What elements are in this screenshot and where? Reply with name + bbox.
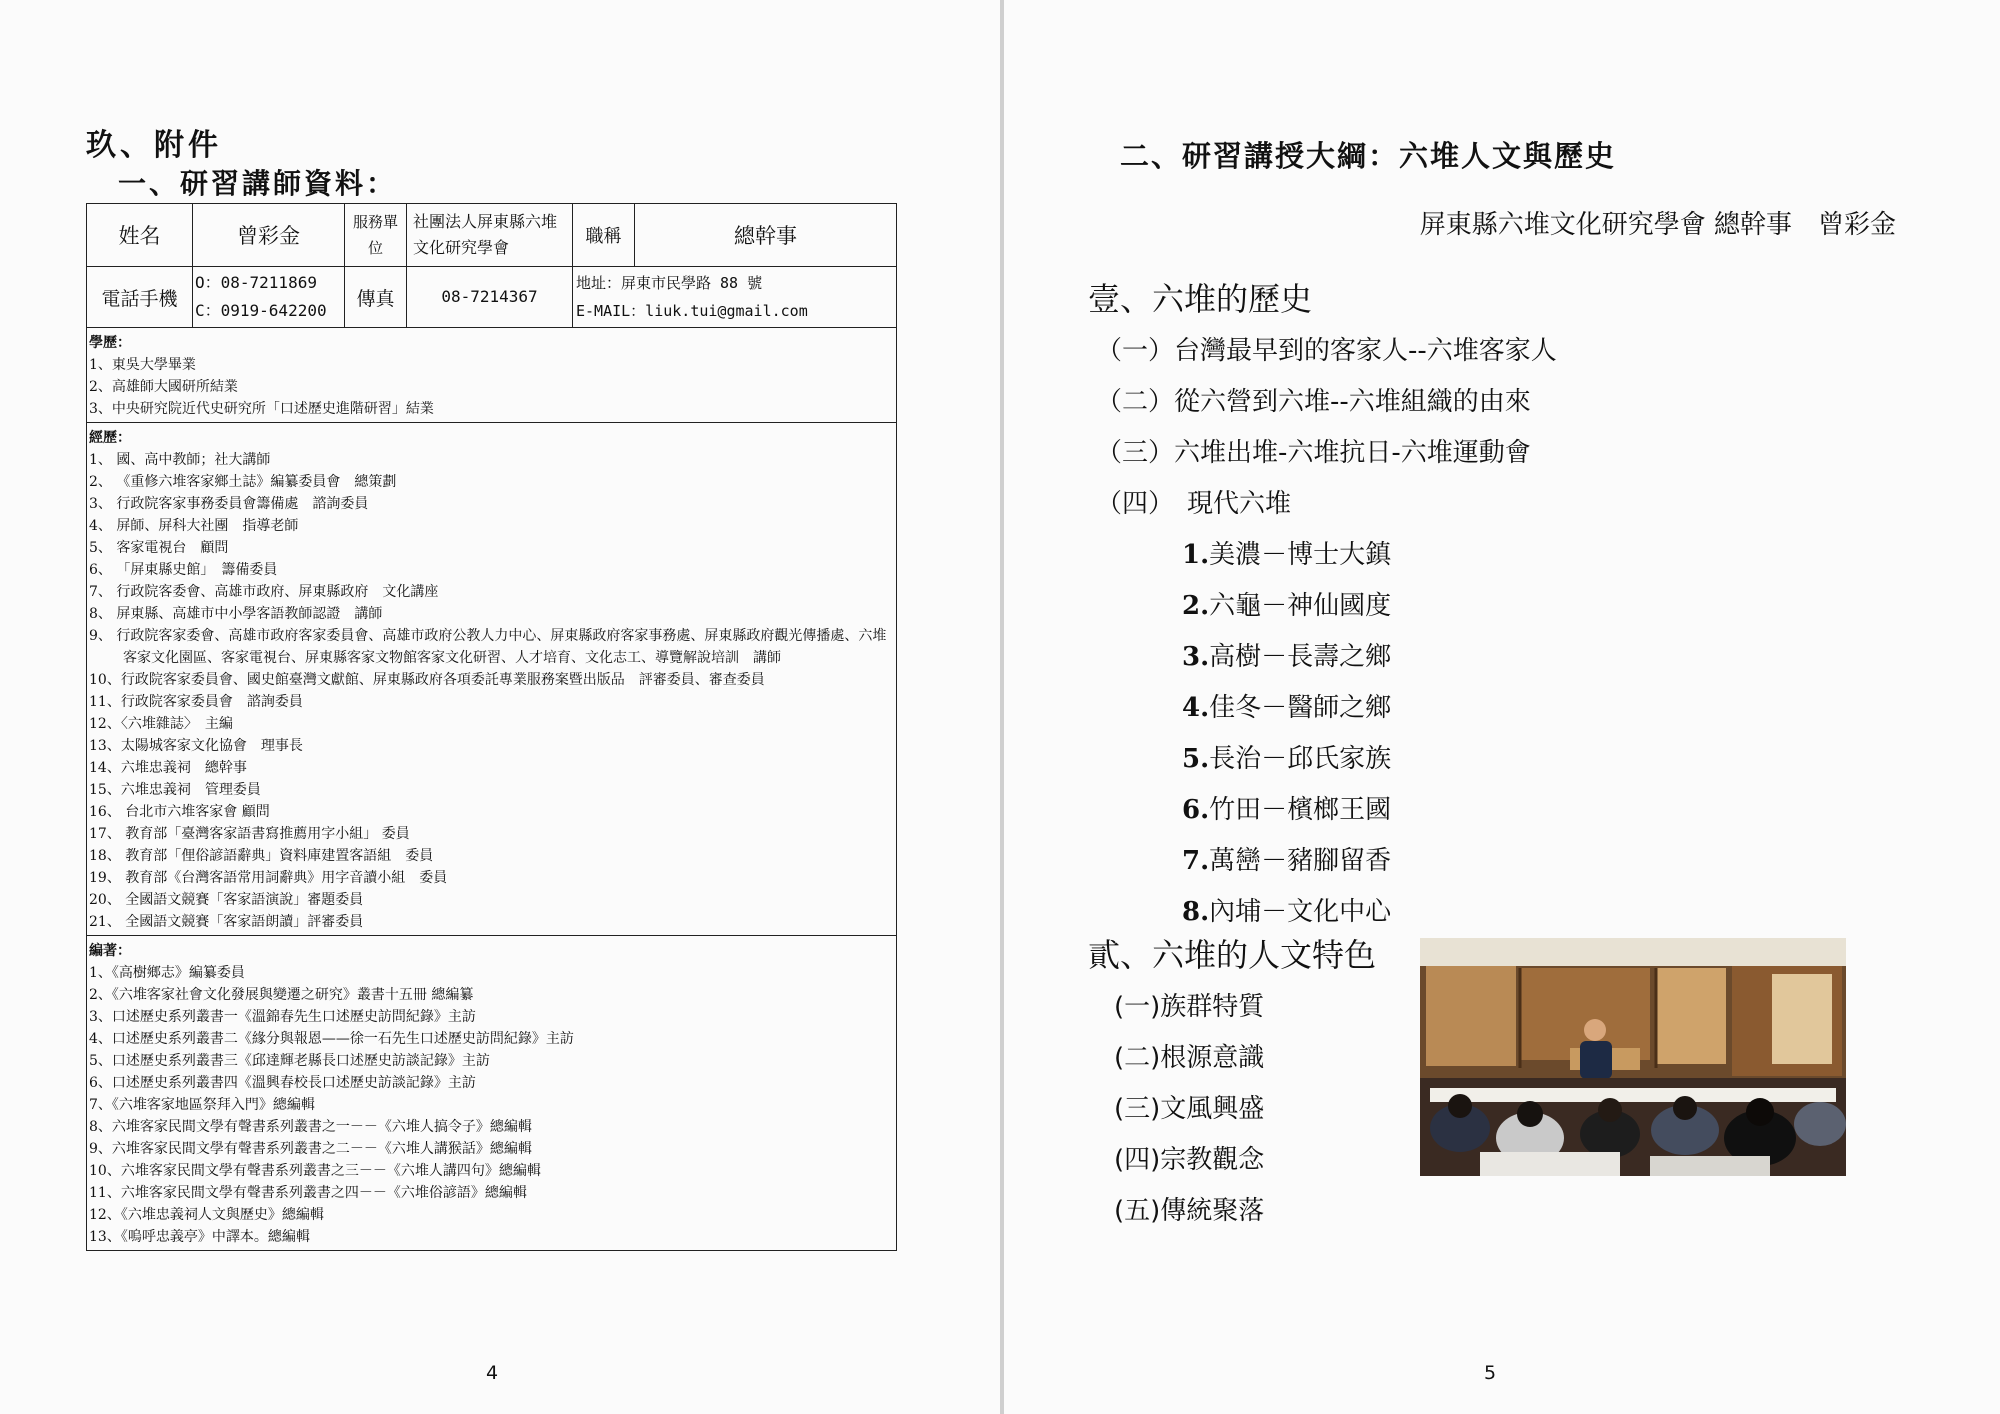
publication-item: 6、口述歷史系列叢書四《溫興春校長口述歷史訪談記錄》主訪	[89, 1075, 476, 1091]
experience-item: 20、 全國語文競賽「客家語演說」審題委員	[89, 892, 364, 908]
phone-cell: C：0919-642200	[195, 301, 327, 320]
publication-item: 3、口述歷史系列叢書一《溫錦春先生口述歷史訪問紀錄》主訪	[89, 1009, 476, 1025]
history-item: （二）從六營到六堆--六堆組織的由來	[1096, 387, 1531, 417]
experience-item: 13、太陽城客家文化協會 理事長	[89, 738, 303, 754]
town-description: 長治－邱氏家族	[1209, 744, 1392, 774]
name-label: 姓名	[87, 204, 193, 267]
phone-office: O：08-7211869	[195, 273, 317, 292]
town-description: 內埔－文化中心	[1209, 897, 1392, 927]
experience-item: 10、行政院客家委員會、國史館臺灣文獻館、屏東縣政府各項委託專業服務案暨出版品 評審委員、審查委員	[89, 672, 765, 688]
experience-item: 9、 行政院客家委會、高雄市政府客家委員會、高雄市政府公教人力中心、屏東縣政府客家事務處、屏東縣政府觀光傳播處、六堆客家文化園區、客家電視台、屏東縣客家文物館客家文化研習、人才培育、文化志工、導覽解說培訓 講師	[89, 628, 887, 666]
lecture-photo	[1420, 938, 1846, 1176]
section-title: 玖、附件	[86, 128, 222, 163]
town-number: 2.	[1182, 591, 1210, 621]
town-number: 4.	[1182, 693, 1210, 723]
history-item: （四） 現代六堆	[1096, 489, 1292, 519]
publication-item: 10、六堆客家民間文學有聲書系列叢書之三－－《六堆人講四句》總編輯	[89, 1163, 541, 1179]
experience-block	[87, 423, 897, 936]
publication-item: 9、六堆客家民間文學有聲書系列叢書之二－－《六堆人講猴話》總編輯	[89, 1141, 532, 1157]
lecturer-info-table	[86, 203, 897, 1251]
publication-item: 1、《高樹鄉志》編纂委員	[89, 965, 245, 981]
experience-item: 8、 屏東縣、高雄市中小學客語教師認證 講師	[89, 606, 383, 622]
name-value: 曾彩金	[193, 204, 345, 267]
experience-item: 17、 教育部「臺灣客家語書寫推薦用字小組」 委員	[89, 826, 410, 842]
author-line: 屏東縣六堆文化研究學會 總幹事 曾彩金	[1419, 210, 1896, 240]
fax-value: 08-7214367	[407, 267, 573, 328]
experience-item: 11、行政院客家委員會 諮詢委員	[89, 694, 303, 710]
town-description: 佳冬－醫師之鄉	[1209, 693, 1392, 723]
culture-item: (五)傳統聚落	[1114, 1196, 1265, 1226]
publication-item: 12、《六堆忠義祠人文與歷史》總編輯	[89, 1207, 324, 1223]
position-label: 職稱	[573, 204, 635, 267]
lecturer-info-title: 一、研習講師資料：	[118, 167, 398, 200]
experience-item: 3、 行政院客家事務委員會籌備處 諮詢委員	[89, 496, 369, 512]
publication-item: 13、《嗚呼忠義亭》中譯本。總編輯	[89, 1229, 310, 1245]
town-item	[1182, 738, 1391, 775]
experience-item: 19、 教育部《台灣客語常用詞辭典》用字音讀小組 委員	[89, 870, 448, 886]
culture-item: (三)文風興盛	[1114, 1094, 1265, 1124]
experience-item: 18、 教育部「俚俗諺語辭典」資料庫建置客語組 委員	[89, 848, 434, 864]
culture-item: (一)族群特質	[1114, 992, 1265, 1022]
town-item	[1182, 789, 1391, 826]
culture-item: (二)根源意識	[1114, 1043, 1265, 1073]
experience-item: 12、〈六堆雜誌〉 主編	[89, 716, 233, 732]
experience-item: 2、 《重修六堆客家鄉土誌》編纂委員會 總策劃	[89, 474, 397, 490]
history-item: （三）六堆出堆-六堆抗日-六堆運動會	[1096, 438, 1531, 468]
town-number: 6.	[1182, 795, 1210, 825]
town-item	[1182, 636, 1391, 673]
education-block	[87, 328, 897, 423]
position-value: 總幹事	[635, 204, 897, 267]
town-description: 竹田－檳榔王國	[1209, 795, 1392, 825]
right-page	[1004, 0, 2000, 1414]
phone-label: 電話手機	[87, 267, 193, 328]
publication-item: 11、六堆客家民間文學有聲書系列叢書之四－－《六堆俗諺語》總編輯	[89, 1185, 527, 1201]
culture-item: (四)宗教觀念	[1114, 1145, 1265, 1175]
experience-item: 15、六堆忠義祠 管理委員	[89, 782, 261, 798]
history-heading: 壹、六堆的歷史	[1088, 280, 1313, 318]
publication-item: 2、《六堆客家社會文化發展與變遷之研究》叢書十五冊 總編纂	[89, 987, 474, 1003]
town-description: 美濃－博士大鎮	[1209, 540, 1392, 570]
unit-label: 服務單位	[345, 204, 407, 267]
culture-heading: 貳、六堆的人文特色	[1088, 936, 1377, 974]
town-number: 7.	[1182, 846, 1210, 876]
town-item	[1182, 534, 1391, 571]
publication-item: 5、口述歷史系列叢書三《邱達輝老縣長口述歷史訪談記錄》主訪	[89, 1053, 490, 1069]
town-item	[1182, 687, 1391, 724]
town-number: 1.	[1182, 540, 1210, 570]
town-item	[1182, 840, 1391, 877]
education-item: 3、中央研究院近代史研究所「口述歷史進階研習」結業	[89, 401, 434, 417]
history-item: （一）台灣最早到的客家人--六堆客家人	[1096, 336, 1557, 366]
town-description: 六龜－神仙國度	[1209, 591, 1392, 621]
publication-item: 7、《六堆客家地區祭拜入門》總編輯	[89, 1097, 315, 1113]
town-item	[1182, 891, 1391, 928]
experience-item: 5、 客家電視台 顧問	[89, 540, 229, 556]
experience-item: 16、 台北市六堆客家會 顧問	[89, 804, 270, 820]
experience-item: 1、 國、高中教師；社大講師	[89, 452, 271, 468]
fax-label: 傳真	[345, 267, 407, 328]
education-heading: 學歷：	[89, 335, 131, 351]
publications-block	[87, 936, 897, 1251]
page-number-left: 4	[486, 1362, 499, 1384]
address: 地址：屏東市民學路 88 號	[576, 274, 763, 292]
town-number: 3.	[1182, 642, 1210, 672]
publication-item: 8、六堆客家民間文學有聲書系列叢書之一－－《六堆人搞令子》總編輯	[89, 1119, 532, 1135]
education-item: 1、東吳大學畢業	[89, 357, 196, 373]
publications-heading: 編著：	[89, 943, 131, 959]
education-item: 2、高雄師大國研所結業	[89, 379, 238, 395]
experience-item: 4、 屏師、屏科大社團 指導老師	[89, 518, 299, 534]
town-description: 萬巒－豬腳留香	[1209, 846, 1392, 876]
town-number: 5.	[1182, 744, 1210, 774]
experience-heading: 經歷：	[89, 430, 131, 446]
publication-item: 4、口述歷史系列叢書二《緣分與報恩——徐一石先生口述歷史訪問紀錄》主訪	[89, 1031, 574, 1047]
town-item	[1182, 585, 1391, 622]
experience-item: 7、 行政院客委會、高雄市政府、屏東縣政府 文化講座	[89, 584, 439, 600]
town-description: 高樹－長壽之鄉	[1209, 642, 1392, 672]
experience-item: 14、六堆忠義祠 總幹事	[89, 760, 247, 776]
outline-title: 二、研習講授大綱：六堆人文與歷史	[1120, 139, 1617, 173]
page-number-right: 5	[1484, 1362, 1497, 1384]
experience-item: 21、 全國語文競賽「客家語朗讀」評審委員	[89, 914, 364, 930]
email: E-MAIL：liuk.tui@gmail.com	[576, 302, 808, 320]
experience-item: 6、 「屏東縣史館」 籌備委員	[89, 562, 278, 578]
unit-value: 社團法人屏東縣六堆文化研究學會	[407, 204, 573, 267]
town-number: 8.	[1182, 897, 1210, 927]
